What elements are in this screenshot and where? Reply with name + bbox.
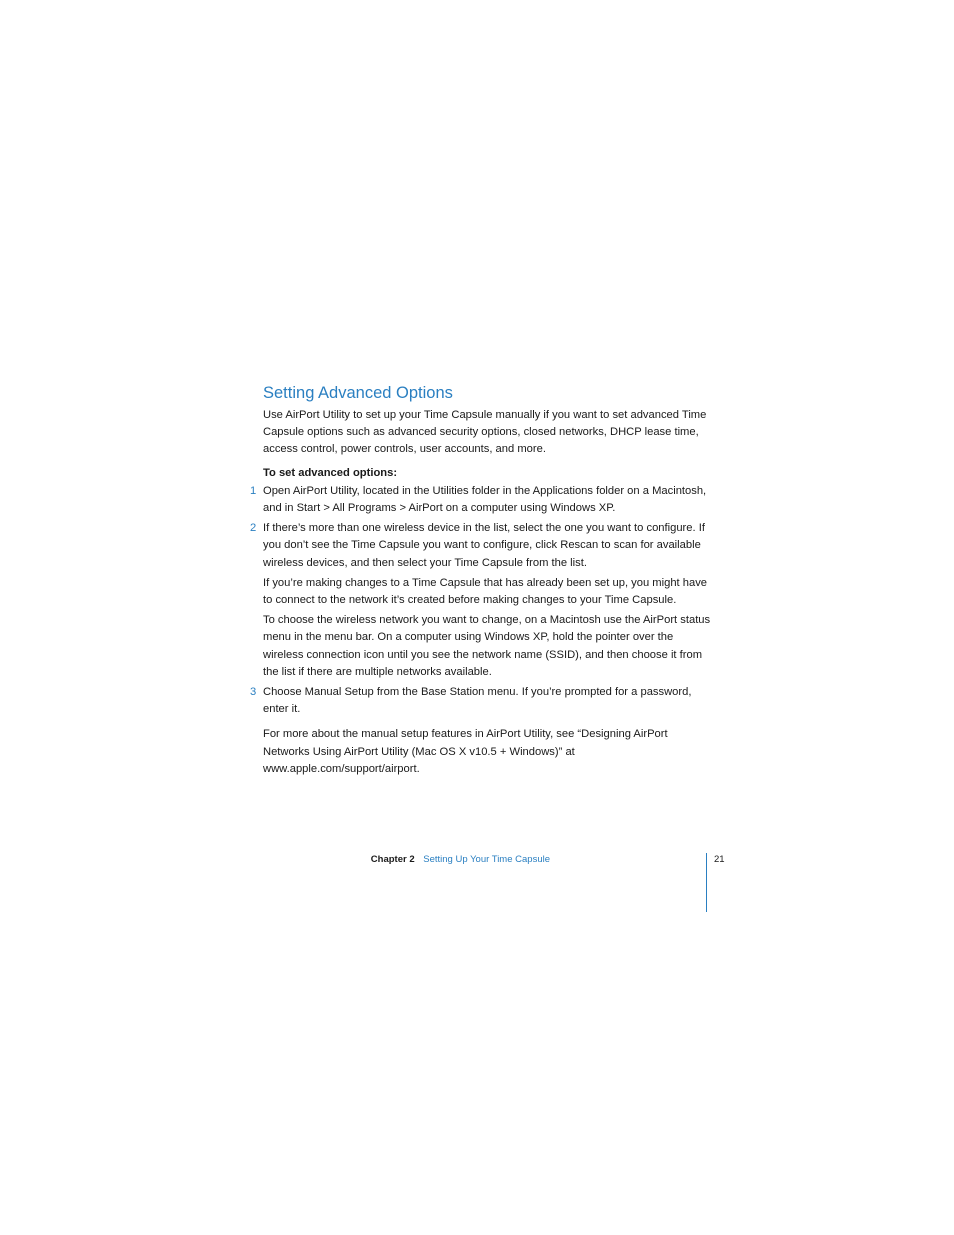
chapter-label: Chapter 2: [370, 854, 415, 865]
step-text: Open AirPort Utility, located in the Utilities folder in the Applications folder on a Macintosh, and in Start > All Programs > AirPort on a computer using Windows XP.: [263, 484, 707, 515]
step-number: 2: [250, 522, 257, 535]
chapter-title: Setting Up Your Time Capsule: [423, 854, 550, 865]
step-2: [250, 520, 713, 681]
step-note: If you’re making changes to a Time Capsule that has already been set up, you might have to connect to the network it’s created before making changes to your Time Capsule.: [263, 576, 708, 607]
footer-divider: [706, 853, 707, 912]
step-number: 1: [250, 484, 257, 497]
step-text: Choose Manual Setup from the Base Station menu. If you’re prompted for a password, enter it.: [263, 686, 692, 716]
page-footer: [0, 853, 954, 913]
step-note: To choose the wireless network you want to change, on a Macintosh use the AirPort status menu in the menu bar. On a computer using Windows XP, hold the pointer over the wireless connection icon until you see the network name (SSID), and then choose it from the list if there are multiple networks available.: [263, 614, 711, 678]
step-3: [250, 684, 713, 718]
closing-paragraph: For more about the manual setup features in AirPort Utility, see “Designing AirPort Networks Using AirPort Utility (Mac OS X v10.5 + Windows)” at www.apple.com/support/airport.: [263, 728, 668, 775]
page-content: [250, 382, 713, 778]
step-text: If there’s more than one wireless device in the list, select the one you want to configure. If you don’t see the Time Capsule you want to configure, click Rescan to scan for available wireless devices, and then select your Time Capsule from the list.: [263, 522, 705, 569]
step-number: 3: [250, 686, 257, 699]
intro-paragraph: Use AirPort Utility to set up your Time Capsule manually if you want to set advanced Time Capsule options such as advanced security options, closed networks, DHCP lease time, access control, power controls, user accounts, and more.: [263, 409, 707, 456]
step-1: [250, 483, 713, 517]
page-number: 21: [714, 854, 725, 865]
section-title: Setting Advanced Options: [263, 384, 453, 402]
procedure-heading: To set advanced options:: [263, 466, 398, 479]
footer-chapter: [371, 854, 550, 865]
